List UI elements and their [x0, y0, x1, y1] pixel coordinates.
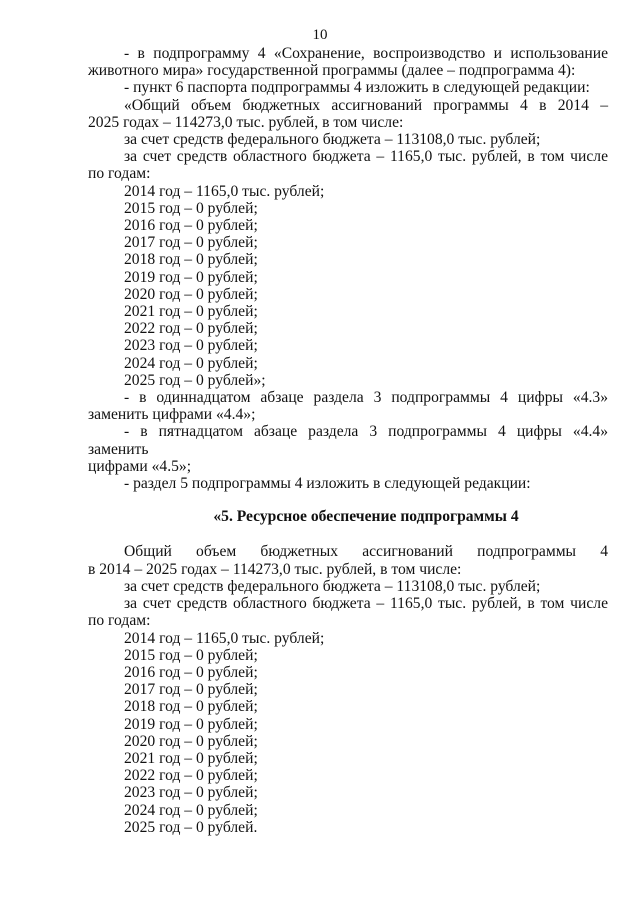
paragraph-line: за счет средств областного бюджета – 1165,0 тыс. рублей, в том числе — [124, 595, 608, 613]
year-item: 2023 год – 0 рублей; — [124, 337, 258, 355]
year-item: 2015 год – 0 рублей; — [124, 646, 258, 664]
paragraph-line: - пункт 6 паспорта подпрограммы 4 изложить в следующей редакции: — [124, 79, 590, 97]
year-item: 2017 год – 0 рублей; — [124, 234, 258, 252]
paragraph-line: по годам: — [88, 612, 151, 630]
year-item: 2023 год – 0 рублей; — [124, 784, 258, 802]
page-number: 10 — [312, 27, 328, 43]
document-body — [88, 45, 608, 836]
year-item: 2021 год – 0 рублей; — [124, 303, 258, 321]
paragraph-line: за счет средств областного бюджета – 1165,0 тыс. рублей, в том числе — [124, 148, 608, 166]
year-list — [88, 630, 608, 836]
section-heading: «5. Ресурсное обеспечение подпрограммы 4 — [213, 508, 519, 526]
year-item: 2022 год – 0 рублей; — [124, 320, 258, 338]
paragraph-line: за счет средств федерального бюджета – 113108,0 тыс. рублей; — [124, 577, 541, 595]
paragraph-line: заменить цифрами «4.4»; — [88, 406, 256, 424]
year-item: 2025 год – 0 рублей. — [124, 818, 258, 836]
year-item: 2014 год – 1165,0 тыс. рублей; — [124, 182, 325, 200]
paragraph-line: Общий объем бюджетных ассигнований подпрограммы 4 — [124, 543, 608, 561]
year-item: 2018 год – 0 рублей; — [124, 698, 258, 716]
paragraph-line: цифрами «4.5»; — [88, 457, 192, 475]
year-item: 2016 год – 0 рублей; — [124, 663, 258, 681]
year-item: 2025 год – 0 рублей»; — [124, 371, 266, 389]
year-item: 2018 год – 0 рублей; — [124, 251, 258, 269]
year-item: 2017 год – 0 рублей; — [124, 681, 258, 699]
paragraph-line: за счет средств федерального бюджета – 113108,0 тыс. рублей; — [124, 131, 541, 149]
year-item: 2021 год – 0 рублей; — [124, 749, 258, 767]
year-item: 2019 год – 0 рублей; — [124, 268, 258, 286]
year-item: 2022 год – 0 рублей; — [124, 767, 258, 785]
year-item: 2015 год – 0 рублей; — [124, 199, 258, 217]
year-item: 2024 год – 0 рублей; — [124, 354, 258, 372]
year-item: 2014 год – 1165,0 тыс. рублей; — [124, 629, 325, 647]
year-item: 2020 год – 0 рублей; — [124, 285, 258, 303]
paragraph-line: - в пятнадцатом абзаце раздела 3 подпрограммы 4 цифры «4.4» заменить — [88, 423, 608, 458]
paragraph-line: животного мира» государственной программы (далее – подпрограмма 4): — [88, 62, 576, 80]
paragraph-line: «Общий объем бюджетных ассигнований программы 4 в 2014 – — [124, 96, 608, 114]
year-item: 2020 год – 0 рублей; — [124, 732, 258, 750]
paragraph-line: по годам: — [88, 165, 151, 183]
paragraph-line: - раздел 5 подпрограммы 4 изложить в следующей редакции: — [124, 475, 531, 493]
year-list — [88, 183, 608, 389]
paragraph-line: в 2014 – 2025 годах – 114273,0 тыс. рублей, в том числе: — [88, 560, 462, 578]
paragraph-line: - в подпрограмму 4 «Сохранение, воспроизводство и использование — [124, 45, 608, 62]
paragraph-line: - в одиннадцатом абзаце раздела 3 подпрограммы 4 цифры «4.3» — [124, 389, 608, 407]
year-item: 2016 год – 0 рублей; — [124, 217, 258, 235]
year-item: 2024 год – 0 рублей; — [124, 801, 258, 819]
year-item: 2019 год – 0 рублей; — [124, 715, 258, 733]
paragraph-line: 2025 годах – 114273,0 тыс. рублей, в том числе: — [88, 113, 404, 131]
